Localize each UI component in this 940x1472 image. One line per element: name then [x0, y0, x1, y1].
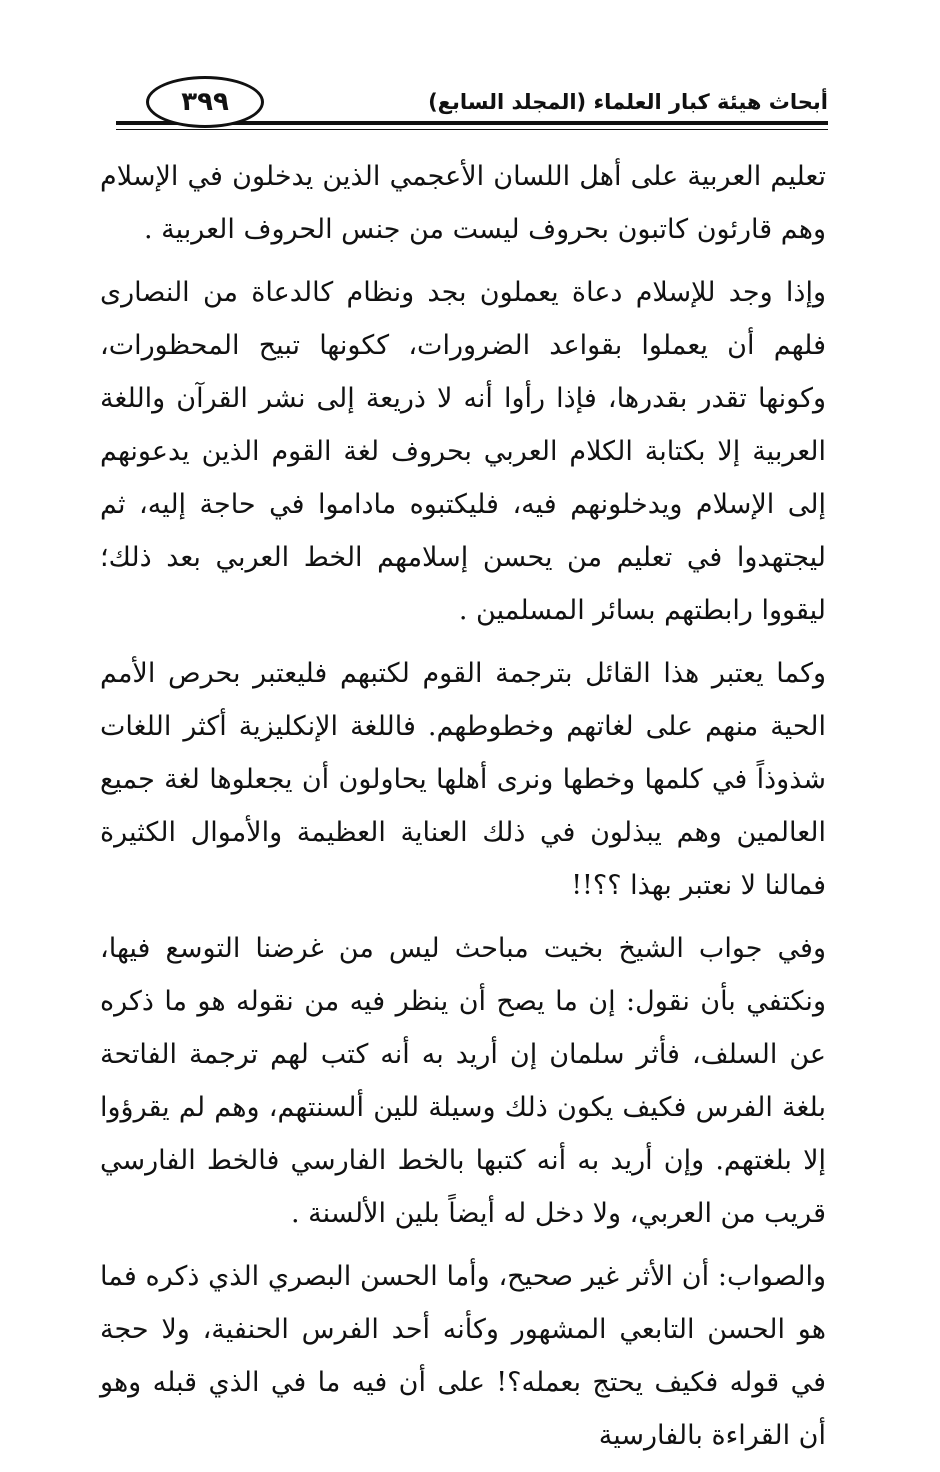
running-title: أبحاث هيئة كبار العلماء (المجلد السابع)	[428, 90, 828, 114]
paragraph: تعليم العربية على أهل اللسان الأعجمي الذين يدخلون في الإسلام وهم قارئون كاتبون بحروف ليست من جنس الحروف العربية .	[100, 161, 826, 245]
paragraph: وفي جواب الشيخ بخيت مباحث ليس من غرضنا التوسع فيها، ونكتفي بأن نقول: إن ما يصح أن ينظر فيه من نقوله هو ما ذكره عن السلف، فأثر سلمان إن أريد به أنه كتب لهم ترجمة الفاتحة بلغة الفرس فكيف يكون ذلك وسيلة للين ألسنتهم، وهم لم يقرؤوا إلا بلغتهم. وإن أريد به أنه كتبها بالخط الفارسي فالخط الفارسي قريب من العربي، ولا دخل له أيضاً بلين الألسنة .	[100, 933, 826, 1229]
paragraph: والصواب: أن الأثر غير صحيح، وأما الحسن البصري الذي ذكره فما هو الحسن التابعي المشهور وكأنه أحد الفرس الحنفية، ولا حجة في قوله فكيف يحتج بعمله؟! على أن فيه ما في الذي قبله وهو أن القراءة بالفارسية	[100, 1261, 826, 1451]
header-rule-thin	[116, 129, 828, 130]
paragraph: وكما يعتبر هذا القائل بترجمة القوم لكتبهم فليعتبر بحرص الأمم الحية منهم على لغاتهم وخطوطهم. فاللغة الإنكليزية أكثر اللغات شذوذاً في كلمها وخطها ونرى أهلها يحاولون أن يجعلوها لغة جميع العالمين وهم يبذلون في ذلك العناية العظيمة والأموال الكثيرة فمالنا لا نعتبر بهذا ؟؟!!	[100, 658, 826, 901]
page-header	[116, 66, 828, 136]
page-number: ٣٩٩	[146, 76, 264, 128]
body-text	[100, 150, 826, 1472]
paragraph: وإذا وجد للإسلام دعاة يعملون بجد ونظام كالدعاة من النصارى فلهم أن يعملوا بقواعد الضرورات، ككونها تبيح المحظورات، وكونها تقدر بقدرها، فإذا رأوا أنه لا ذريعة إلى نشر القرآن واللغة العربية إلا بكتابة الكلام العربي بحروف لغة القوم الذين يدعونهم إلى الإسلام ويدخلونهم فيه، فليكتبوه ماداموا في حاجة إليه، ثم ليجتهدوا في تعليم من يحسن إسلامهم الخط العربي بعد ذلك؛ ليقووا رابطتهم بسائر المسلمين .	[100, 277, 826, 626]
